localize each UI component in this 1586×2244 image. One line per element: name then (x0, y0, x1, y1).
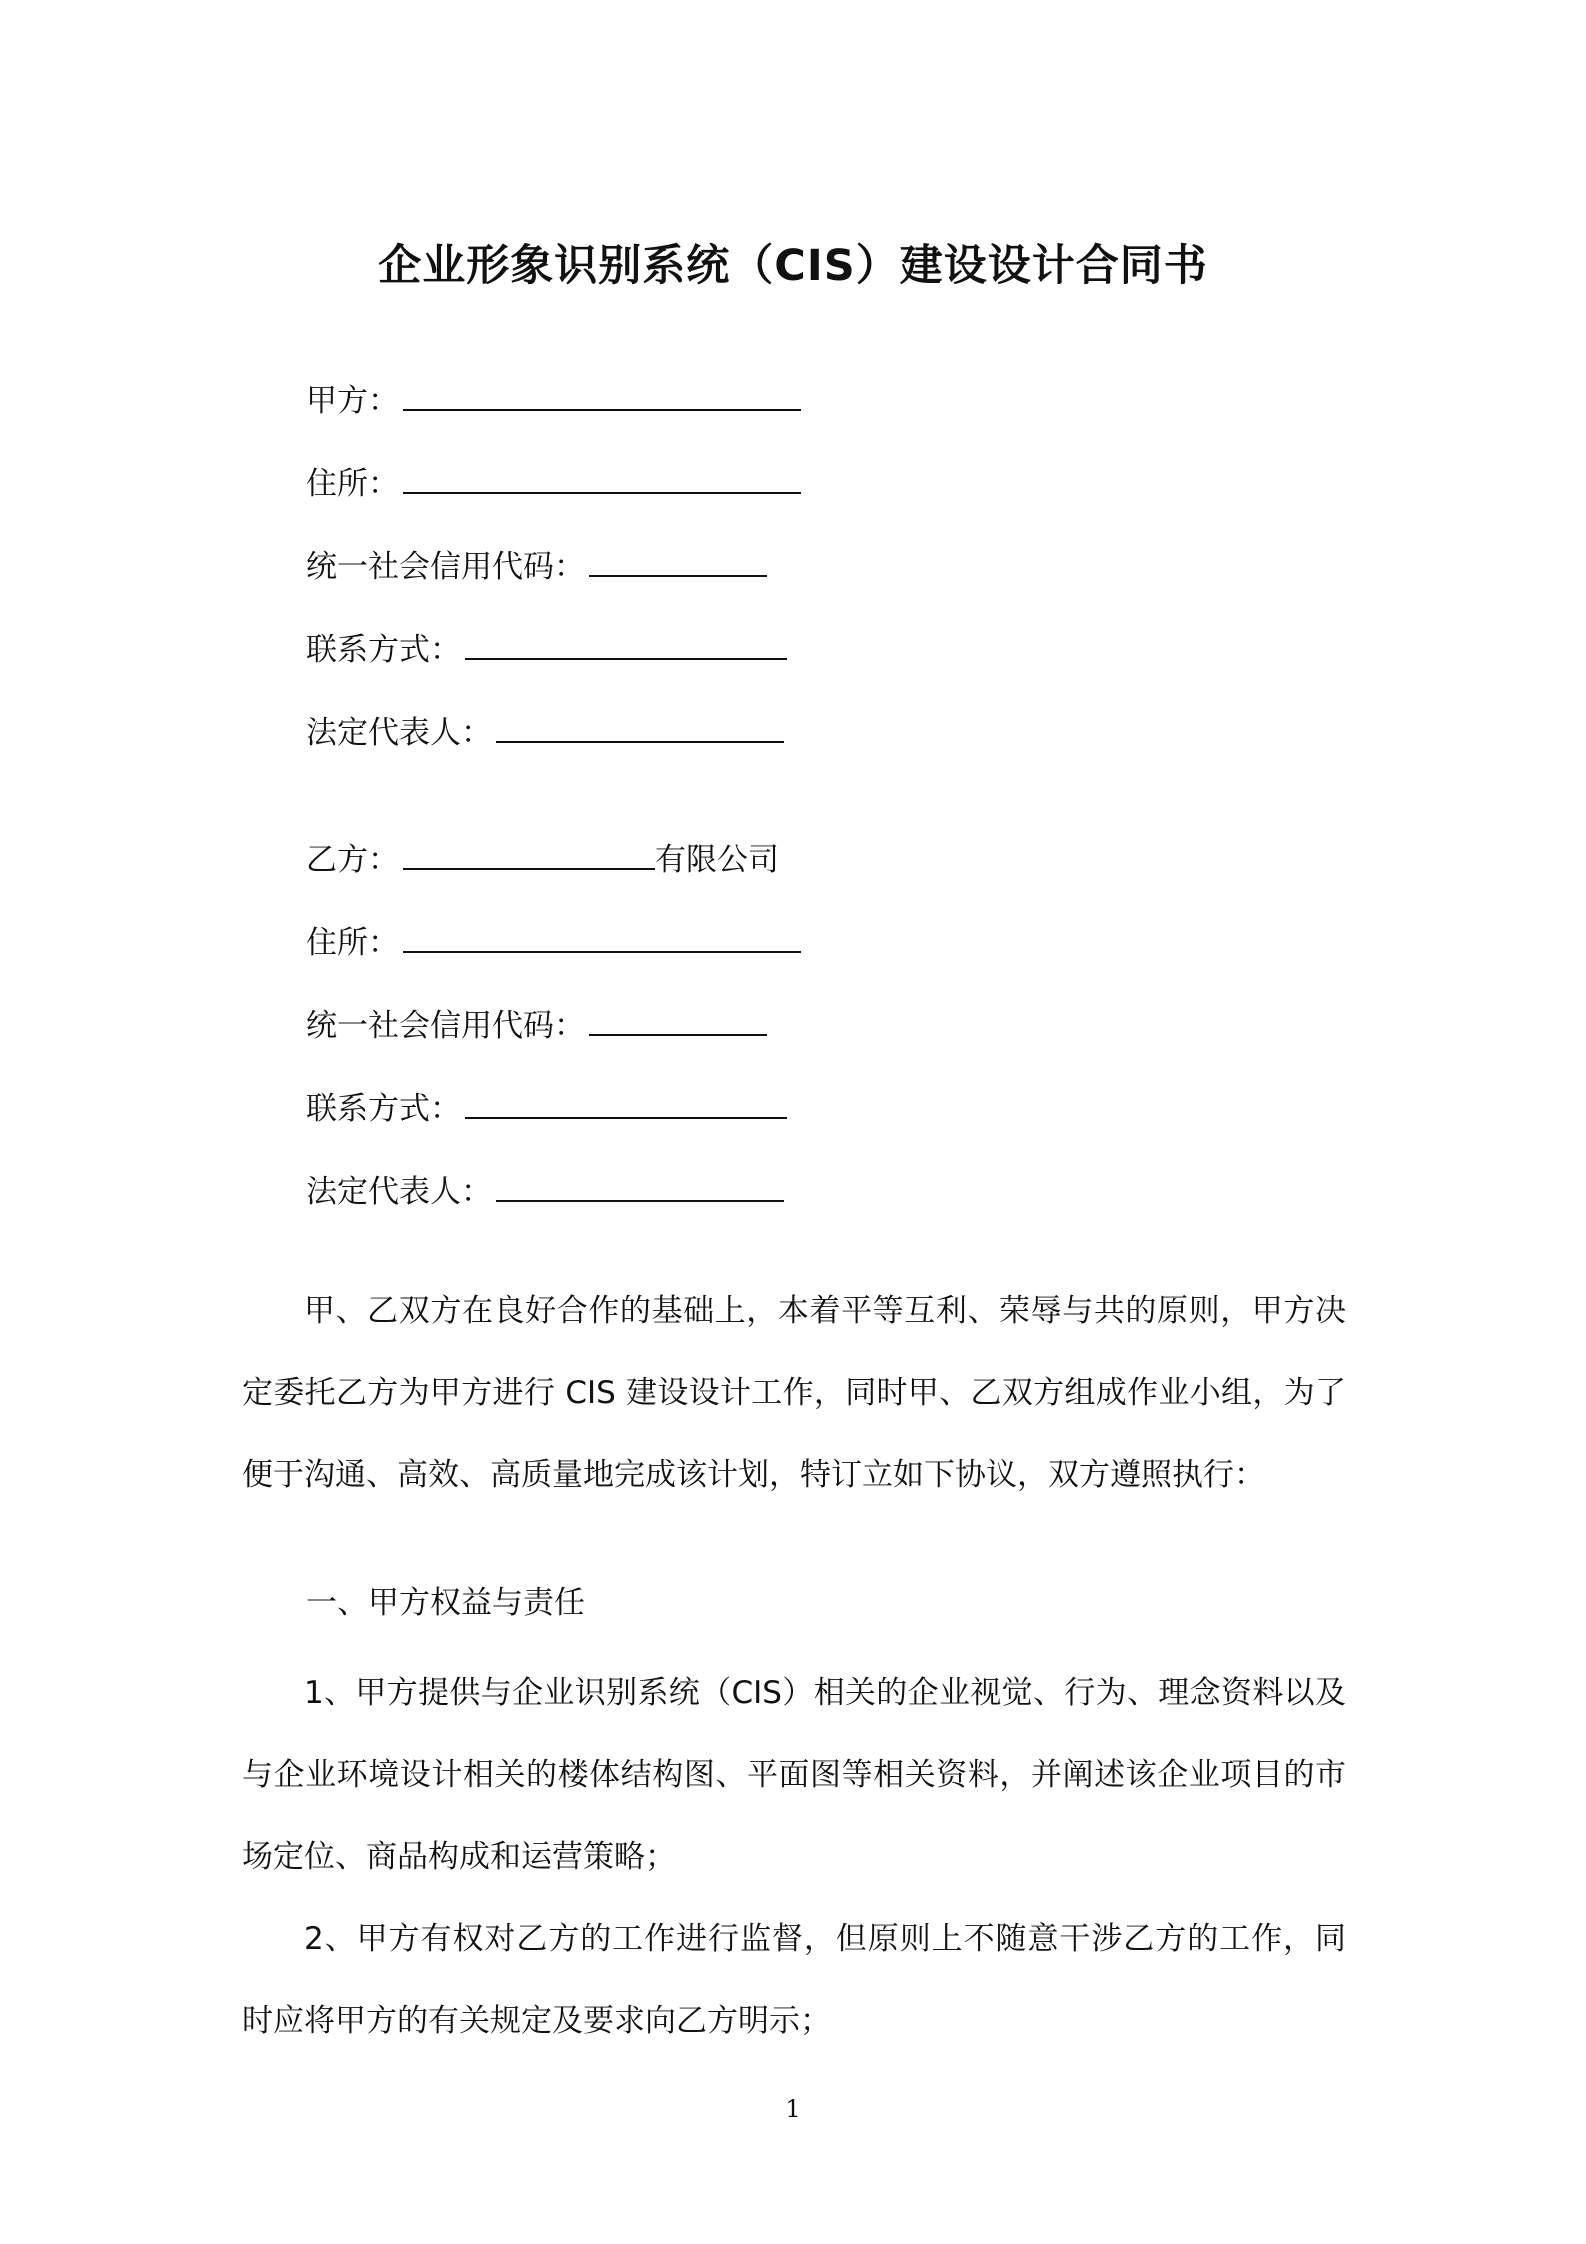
party-b-address-blank (403, 925, 801, 953)
party-b-contact-label: 联系方式： (306, 1091, 461, 1127)
party-b-name-suffix: 有限公司 (655, 842, 779, 878)
party-b-contact-blank (465, 1091, 787, 1119)
party-a-legal-rep-label: 法定代表人： (306, 715, 492, 751)
party-b-credit-code-label: 统一社会信用代码： (306, 1008, 585, 1044)
party-a-contact-blank (465, 632, 787, 660)
party-a-address-label: 住所： (306, 466, 399, 502)
party-b-legal-rep-line (306, 1167, 784, 1217)
clause-2-paragraph: 2、甲方有权对乙方的工作进行监督，但原则上不随意干涉乙方的工作，同时应将甲方的有关规定及要求向乙方明示； (242, 1921, 1346, 2039)
party-a-contact-line (306, 625, 787, 675)
party-a-name-line (306, 376, 801, 426)
party-a-name-blank (403, 383, 801, 411)
party-a-credit-code-label: 统一社会信用代码： (306, 549, 585, 585)
section-1-heading: 一、甲方权益与责任 (306, 1585, 585, 1621)
document-title: 企业形象识别系统（CIS）建设设计合同书 (378, 241, 1208, 291)
party-b-credit-code-blank (589, 1008, 767, 1036)
party-a-credit-code-line (306, 542, 767, 592)
party-a-credit-code-blank (589, 549, 767, 577)
party-a-address-line (306, 459, 801, 509)
preamble-paragraph: 甲、乙双方在良好合作的基础上，本着平等互利、荣辱与共的原则，甲方决定委托乙方为甲方进行 CIS 建设设计工作，同时甲、乙双方组成作业小组，为了便于沟通、高效、高质量地完成该计划，特订立如下协议，双方遵照执行： (242, 1293, 1346, 1493)
party-b-address-label: 住所： (306, 925, 399, 961)
party-a-address-blank (403, 466, 801, 494)
party-a-contact-label: 联系方式： (306, 632, 461, 668)
party-a-legal-rep-line (306, 708, 784, 758)
party-b-name-line (306, 835, 779, 885)
party-b-contact-line (306, 1084, 787, 1134)
party-a-legal-rep-blank (496, 715, 784, 743)
page-number: 1 (785, 2095, 801, 2123)
party-b-legal-rep-label: 法定代表人： (306, 1174, 492, 1210)
party-b-address-line (306, 918, 801, 968)
party-b-legal-rep-blank (496, 1174, 784, 1202)
party-b-name-label: 乙方： (306, 842, 399, 878)
party-b-credit-code-line (306, 1001, 767, 1051)
party-b-name-blank (403, 842, 655, 870)
party-a-name-label: 甲方： (306, 383, 399, 419)
clause-1-paragraph: 1、甲方提供与企业识别系统（CIS）相关的企业视觉、行为、理念资料以及与企业环境设计相关的楼体结构图、平面图等相关资料，并阐述该企业项目的市场定位、商品构成和运营策略； (242, 1675, 1346, 1875)
